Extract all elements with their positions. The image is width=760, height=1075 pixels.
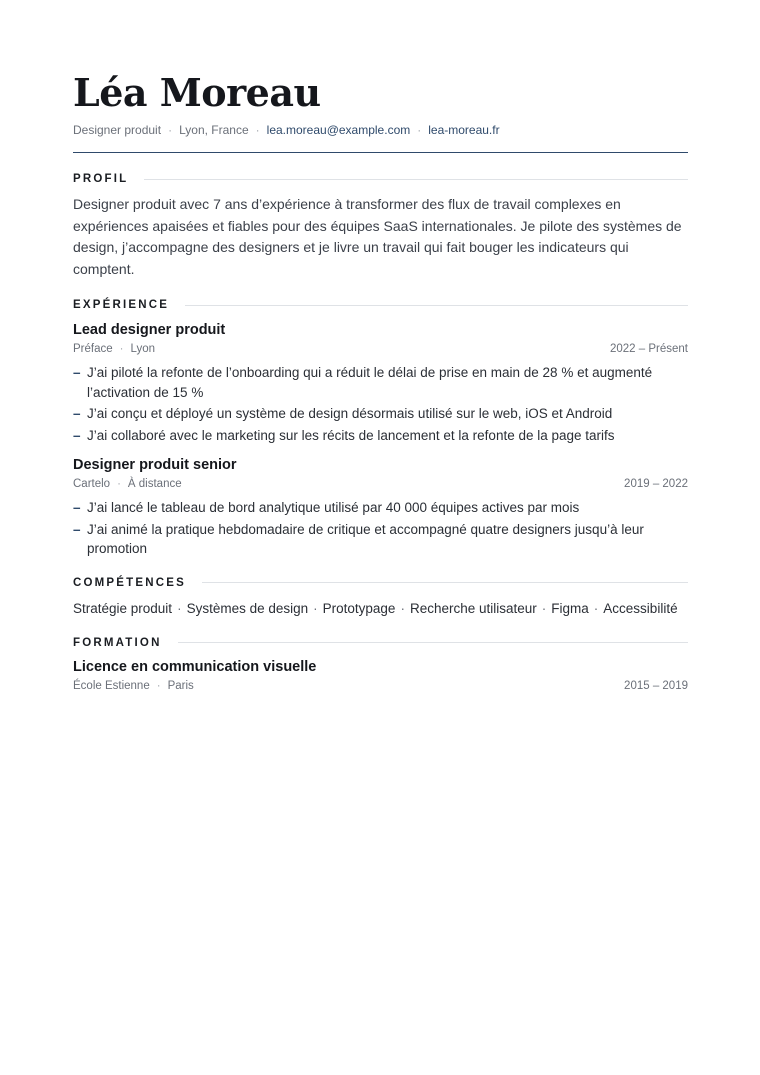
section-header-skills (73, 577, 688, 589)
section-header-education (73, 637, 688, 649)
degree-title: Licence en communication visuelle (73, 658, 317, 675)
skill-item: Stratégie produit (73, 600, 173, 616)
separator-dot: · (541, 600, 547, 616)
profile-summary: Designer produit avec 7 ans d’expérience à transformer des flux de travail complexes en expériences apaisées et fiables pour des équipes SaaS internationales. Je pilote des systèmes de design, j’accompagne des designers et je livre un travail qui fait bouger les indicateurs qui comptent. (73, 196, 682, 277)
header-divider (73, 152, 688, 153)
separator-dot: · (156, 679, 161, 692)
job-entry (73, 320, 688, 445)
section-title-experience: EXPÉRIENCE (73, 299, 170, 312)
separator-dot: · (593, 600, 599, 616)
separator-dot: · (177, 600, 182, 616)
skill-item: Systèmes de design (186, 600, 309, 616)
section-divider (185, 305, 688, 306)
section-title-education: FORMATION (73, 636, 162, 649)
education-entry (73, 657, 688, 694)
location-text: Lyon, France (179, 123, 249, 137)
skill-item: Recherche utilisateur (409, 600, 537, 616)
section-title-skills: COMPÉTENCES (73, 576, 187, 589)
education-dates: 2015 – 2019 (624, 679, 688, 692)
job-location: Lyon (130, 343, 155, 356)
job-dates: 2022 – Présent (609, 343, 688, 356)
role-text: Designer produit (73, 123, 162, 137)
section-divider (202, 582, 688, 583)
bullet-text: J’ai collaboré avec le marketing sur les récits de lancement et la refonte de la page tarifs (87, 427, 615, 443)
skill-item: Figma (551, 600, 589, 616)
school-name: École Estienne (73, 679, 150, 692)
section-divider (178, 642, 688, 643)
job-meta (73, 341, 688, 357)
school-location: Paris (167, 679, 194, 692)
skill-item: Accessibilité (603, 600, 678, 616)
person-name: Léa Moreau (73, 70, 321, 115)
separator-dot: · (313, 600, 318, 616)
bullet-text: J’ai animé la pratique hebdomadaire de critique et accompagné quatre designers jusqu’à leur promotion (87, 521, 644, 557)
separator-dot: · (119, 343, 124, 356)
separator-dot: · (168, 123, 173, 137)
bullet-item (73, 520, 688, 559)
job-title: Designer produit senior (73, 457, 237, 474)
section-header-experience (73, 299, 688, 311)
bullet-item (73, 426, 688, 446)
bullet-item (73, 404, 688, 424)
dash-marker: – (73, 427, 81, 443)
job-bullets (73, 498, 688, 559)
bullet-text: J’ai conçu et déployé un système de design désormais utilisé sur le web, iOS et Android (87, 406, 613, 422)
skill-item: Prototypage (322, 600, 396, 616)
job-company: Cartelo (73, 478, 111, 491)
separator-dot: · (417, 123, 422, 137)
skills-list (73, 599, 688, 619)
job-meta (73, 476, 688, 492)
dash-marker: – (73, 365, 81, 381)
email-link[interactable]: lea.moreau@example.com (266, 123, 411, 137)
job-title: Lead designer produit (73, 322, 226, 339)
job-entry (73, 455, 688, 559)
job-company: Préface (73, 343, 113, 356)
section-title-profile: PROFIL (73, 173, 129, 186)
job-dates: 2019 – 2022 (624, 478, 688, 491)
job-bullets (73, 363, 688, 445)
dash-marker: – (73, 500, 81, 516)
contact-line (73, 122, 688, 138)
separator-dot: · (400, 600, 405, 616)
dash-marker: – (73, 406, 81, 422)
separator-dot: · (117, 478, 121, 491)
separator-dot: · (255, 123, 260, 137)
education-meta (73, 678, 688, 694)
dash-marker: – (73, 521, 81, 537)
bullet-item (73, 363, 688, 402)
section-divider (144, 179, 688, 180)
bullet-item (73, 498, 688, 518)
bullet-text: J’ai lancé le tableau de bord analytique utilisé par 40 000 équipes actives par mois (87, 500, 580, 516)
job-location: À distance (127, 478, 182, 491)
bullet-text: J’ai piloté la refonte de l’onboarding qui a réduit le délai de prise en main de 28 % et augmenté l’activation de 15 % (87, 365, 653, 400)
section-header-profile (73, 173, 688, 185)
website-link[interactable]: lea-moreau.fr (428, 123, 500, 137)
